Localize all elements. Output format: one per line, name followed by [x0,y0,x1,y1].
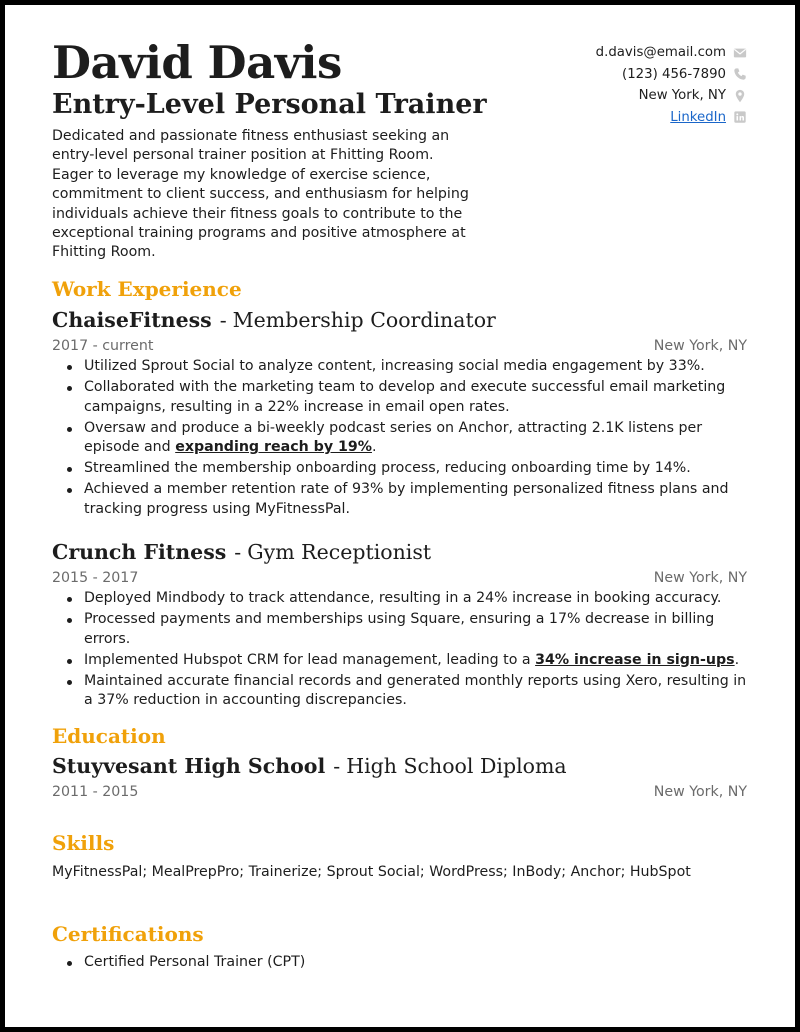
summary-paragraph: Dedicated and passionate fitness enthusiast seeking an entry-level personal trainer position at Fhitting Room. Eager to leverage my knowledge of exercise science, commitment to client success, and enthusiasm for helping individuals achieve their fitness goals to contribute to the exceptional training programs and positive atmosphere at Fhitting Room. [52,128,469,261]
job-dash: - [234,540,242,564]
job-dates: 2017 - current [52,338,154,354]
map-pin-icon [733,89,747,103]
section-title-work: Work Experience [52,277,242,301]
skills-list: MyFitnessPal; MealPrepPro; Trainerize; Sprout Social; WordPress; InBody; Anchor; HubSpot [52,864,691,880]
bullet-item [52,610,752,649]
section-title-skills: Skills [52,831,115,855]
certification-text: Certified Personal Trainer (CPT) [84,954,306,970]
bullet-highlight: expanding reach by 19% [175,439,372,456]
job-heading [52,539,431,565]
education-dates: 2011 - 2015 [52,784,139,800]
bullet-text: Utilized Sprout Social to analyze content, increasing social media engagement by 33%. [84,358,705,374]
job-dash: - [219,308,227,332]
bullet-text: Oversaw and produce a bi-weekly podcast series on Anchor, attracting 2.1K listens per episode and [84,419,703,456]
job-dates: 2015 - 2017 [52,570,139,586]
job-role: Gym Receptionist [247,540,432,564]
certification-item [52,953,752,973]
bullet-item [52,378,752,417]
certifications-list [52,953,752,974]
bullet-text: Processed payments and memberships using Square, ensuring a 17% decrease in billing errors. [84,610,715,647]
education-school: Stuyvesant High School [52,754,326,778]
job-meta [52,568,747,588]
bullet-text: Maintained accurate financial records and generated monthly reports using Xero, resulting in a 37% reduction in accounting discrepancies. [84,672,747,709]
contact-location [447,85,747,107]
job-location: New York, NY [653,570,747,586]
candidate-title: Entry-Level Personal Trainer [52,89,487,120]
linkedin-link[interactable]: LinkedIn [670,109,726,125]
phone-icon [733,67,747,81]
education-meta [52,782,747,802]
section-title-education: Education [52,724,166,748]
contact-linkedin [447,107,747,129]
bullet-text: Implemented Hubspot CRM for lead management, leading to a [84,651,536,668]
job-company: Crunch Fitness [52,540,227,564]
bullet-item [52,651,752,671]
bullet-text: Collaborated with the marketing team to develop and execute successful email marketing campaigns, resulting in a 22% increase in email open rates. [84,378,726,415]
location-text: New York, NY [638,88,726,104]
job-heading [52,307,496,333]
bullet-item [52,480,752,519]
job-location: New York, NY [653,338,747,354]
bullet-text-end: . [734,651,740,668]
bullet-text: Achieved a member retention rate of 93% by implementing personalized fitness plans and tracking progress using MyFitnessPal. [84,481,729,517]
bullet-text: Streamlined the membership onboarding process, reducing onboarding time by 14%. [84,460,691,477]
job-company: ChaiseFitness [52,308,212,332]
bullet-text: Deployed Mindbody to track attendance, resulting in a 24% increase in booking accuracy. [84,590,722,606]
contact-email [447,42,747,64]
bullet-item [52,459,752,479]
resume-page [5,5,795,1027]
candidate-name: David Davis [52,36,342,89]
education-heading [52,753,567,779]
section-title-certifications: Certifications [52,922,204,946]
education-dash: - [333,754,341,778]
bullet-highlight: 34% increase in sign-ups [535,651,735,668]
bullet-item [52,357,752,377]
education-degree: High School Diploma [346,754,567,778]
phone-text: (123) 456-7890 [622,66,726,82]
bullet-item [52,672,752,711]
job-bullets [52,589,752,712]
job-bullets [52,357,752,521]
job-role: Membership Coordinator [232,308,496,332]
bullet-item [52,419,752,458]
education-location: New York, NY [653,784,747,800]
bullet-text-end: . [371,439,377,456]
job-meta [52,336,747,356]
contact-phone [447,64,747,86]
linkedin-icon[interactable] [733,110,747,124]
bullet-item [52,589,752,609]
email-text: d.davis@email.com [595,45,726,61]
envelope-icon [733,46,747,60]
contact-block [447,42,747,128]
